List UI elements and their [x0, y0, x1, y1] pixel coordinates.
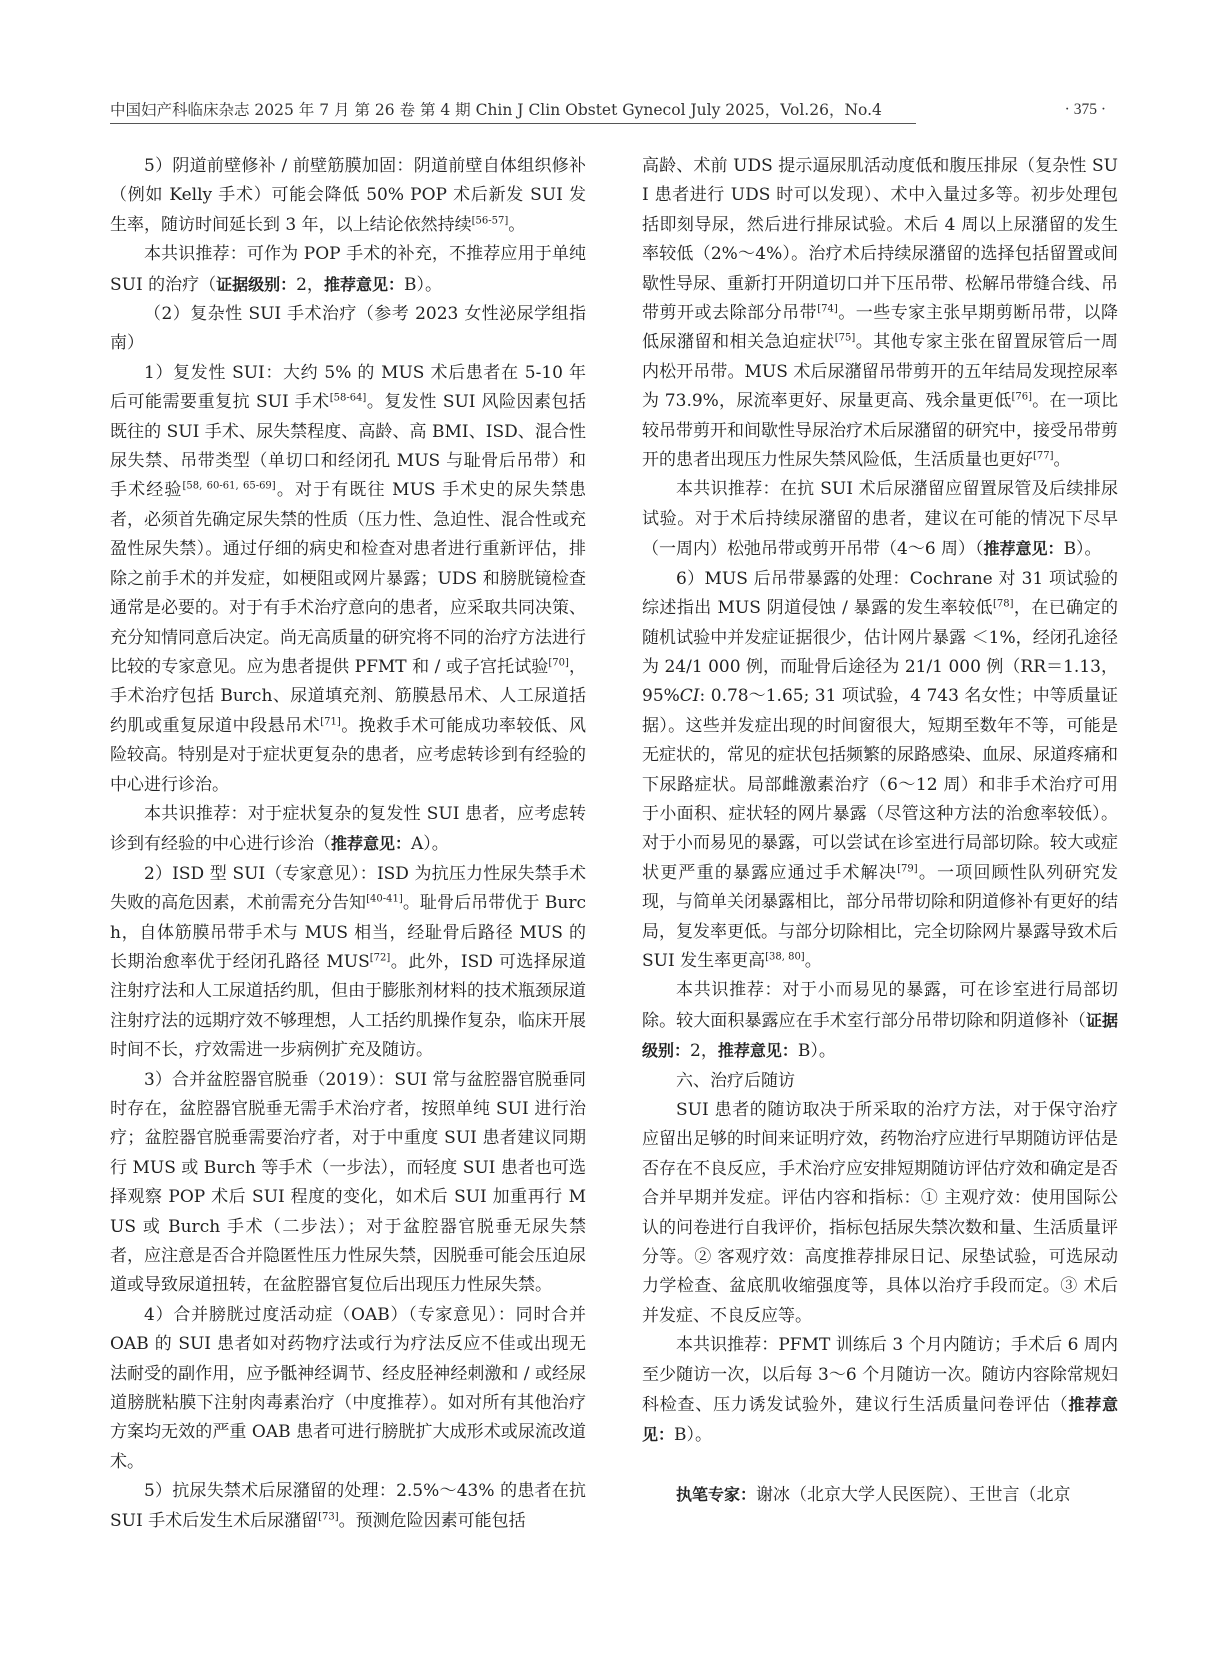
italic-ci: CI	[679, 686, 700, 707]
recommendation-recurrent-sui: 本共识推荐：对于症状复杂的复发性 SUI 患者，应考虑转诊到有经验的中心进行诊治（推荐意见：A）。	[110, 803, 586, 855]
right-column	[642, 152, 1118, 1510]
citation: [58, 60-61, 65-69]	[182, 480, 276, 492]
citation: [74]	[817, 303, 838, 315]
header-rule	[110, 123, 916, 124]
citation: [79]	[897, 863, 918, 875]
section-heading-complex-sui: （2）复杂性 SUI 手术治疗（参考 2023 女性泌尿学组指南）	[110, 304, 586, 354]
left-column	[110, 152, 586, 1536]
paragraph-pop: 3）合并盆腔器官脱垂（2019）：SUI 常与盆腔器官脱垂同时存在，盆腔器官脱垂无需手术治疗者，按照单纯 SUI 进行治疗；盆腔器官脱垂需要治疗者，对于中重度 SUI 患者建议同期行 MUS 或 Burch 等手术（一步法），而轻度 SUI 患者也可选择观察 POP 术后 SUI 程度的变化，如术后 SUI 加重再行 MUS 或 Burch 手术（二步法）；对于盆腔器官脱垂无尿失禁者，应注意是否合并隐匿性压力性尿失禁，因脱垂可能会压迫尿道或导致尿道扭转，在盆腔器官复位后出现压力性尿失禁。	[110, 1069, 586, 1296]
paragraph-recurrent-sui: 1）复发性 SUI：大约 5% 的 MUS 术后患者在 5-10 年后可能需要重复抗 SUI 手术[58-64]。复发性 SUI 风险因素包括既往的 SUI 手术、尿失禁程度、高龄、高 BMI、ISD、混合性尿失禁、吊带类型（单切口和经闭孔 MUS 与耻骨后吊带）和手术经验[58, 60-61, 65-69]。对于有既往 MUS 手术史的尿失禁患者，必须首先确定尿失禁的性质（压力性、急迫性、混合性或充盈性尿失禁）。通过仔细的病史和检查对患者进行重新评估，排除之前手术的并发症，如梗阻或网片暴露；UDS 和膀胱镜检查通常是必要的。对于有手术治疗意向的患者，应采取共同决策、充分知情同意后决定。尚无高质量的研究将不同的治疗方法进行比较的专家意见。应为患者提供 PFMT 和 / 或子宫托试验[70]，手术治疗包括 Burch、尿道填充剂、筋膜悬吊术、人工尿道括约肌或重复尿道中段悬吊术[71]。挽救手术可能成功率较低、风险较高。特别是对于症状更复杂的患者，应考虑转诊到有经验的中心进行诊治。	[110, 362, 587, 795]
citation: [71]	[320, 716, 341, 728]
journal-info: 中国妇产科临床杂志 2025 年 7 月 第 26 卷 第 4 期 Chin J Clin Obstet Gynecol July 2025，Vol.26，No.4	[110, 101, 882, 119]
paragraph-oab: 4）合并膀胱过度活动症（OAB）（专家意见）：同时合并 OAB 的 SUI 患者如对药物疗法或行为疗法反应不佳或出现无法耐受的副作用，应予骶神经调节、经皮胫神经刺激和 / 或经尿道膀胱粘膜下注射肉毒素治疗（中度推荐）。如对所有其他治疗方案均无效的严重 OAB 患者可进行膀胱扩大成形术或尿流改道术。	[110, 1304, 586, 1472]
paragraph-retention-continued: 高龄、术前 UDS 提示逼尿肌活动度低和腹压排尿（复杂性 SUI 患者进行 UDS 时可以发现）、术中入量过多等。初步处理包括即刻导尿，然后进行排尿试验。术后 4 周以上尿潴留的发生率较低（2%～4%）。治疗术后持续尿潴留的选择包括留置或间歇性导尿、重新打开阴道切口并下压吊带、松解吊带缝合线、吊带剪开或去除部分吊带[74]。一些专家主张早期剪断吊带，以降低尿潴留和相关急迫症状[75]。其他专家主张在留置尿管后一周内松开吊带。MUS 术后尿潴留吊带剪开的五年结局发现控尿率为 73.9%，尿流率更好、尿量更高、残余量更低[76]。在一项比较吊带剪开和间歇性导尿治疗术后尿潴留的研究中，接受吊带剪开的患者出现压力性尿失禁风险低，生活质量也更好[77]。	[642, 156, 1119, 471]
citation: [40-41]	[366, 893, 403, 905]
recommendation-follow-up: 本共识推荐：PFMT 训练后 3 个月内随访；手术后 6 周内至少随访一次，以后每 3～6 个月随访一次。随访内容除常规妇科检查、压力诱发试验外，建议行生活质量问卷评估（推荐意见：B）。	[642, 1335, 1118, 1446]
recommendation-anterior-repair: 本共识推荐：可作为 POP 手术的补充，不推荐应用于单纯 SUI 的治疗（证据级别：2，推荐意见：B）。	[110, 244, 586, 295]
citation: [77]	[1033, 450, 1054, 462]
paragraph-urinary-retention: 5）抗尿失禁术后尿潴留的处理：2.5%～43% 的患者在抗 SUI 手术后发生术后尿潴留[73]。预测危险因素可能包括	[110, 1481, 586, 1531]
section-heading-follow-up: 六、治疗后随访	[676, 1070, 795, 1091]
bold-label: 推荐意见：	[717, 1041, 798, 1061]
authors-line: 执笔专家：谢冰（北京大学人民医院）、王世言（北京	[676, 1484, 1071, 1505]
recommendation-retention: 本共识推荐：在抗 SUI 术后尿潴留应留置尿管及后续排尿试验。对于术后持续尿潴留的患者，建议在可能的情况下尽早（一周内）松弛吊带或剪开吊带（4～6 周）（推荐意见：B）。	[642, 479, 1118, 560]
citation: [56-57]	[471, 215, 509, 227]
citation: [72]	[369, 952, 391, 964]
bold-label: 推荐意见：	[331, 834, 412, 854]
paragraph-isd-sui: 2）ISD 型 SUI（专家意见）：ISD 为抗压力性尿失禁手术失败的高危因素，术前需充分告知[40-41]。耻骨后吊带优于 Burch，自体筋膜吊带手术与 MUS 相当，经耻骨后路径 MUS 的长期治愈率优于经闭孔路径 MUS[72]。此外，ISD 可选择尿道注射疗法和人工尿道括约肌，但由于膨胀剂材料的技术瓶颈尿道注射疗法的远期疗效不够理想，人工括约肌操作复杂，临床开展时间不长，疗效需进一步病例扩充及随访。	[110, 863, 587, 1061]
authors-label: 执笔专家：	[676, 1484, 757, 1504]
recommendation-mesh-exposure: 本共识推荐：对于小而易见的暴露，可在诊室进行局部切除。较大面积暴露应在手术室行部分吊带切除和阴道修补（证据级别：2，推荐意见：B）。	[642, 980, 1118, 1062]
citation: [58-64]	[329, 392, 367, 404]
citation: [70]	[548, 657, 569, 669]
paragraph-mesh-exposure: 6）MUS 后吊带暴露的处理：Cochrane 对 31 项试验的综述指出 MUS 阴道侵蚀 / 暴露的发生率较低[78]，在已确定的随机试验中并发症证据很少，估计网片暴露 ＜1%，经闭孔途径为 24/1 000 例，而耻骨后途径为 21/1 000 例（RR＝1.13，95%CI: 0.78～1.65; 31 项试验，4 743 名女性；中等质量证据）。这些并发症出现的时间窗很大，短期至数年不等，可能是无症状的，常见的症状包括频繁的尿路感染、血尿、尿道疼痛和下尿路症状。局部雌激素治疗（6～12 周）和非手术治疗可用于小面积、症状轻的网片暴露（尽管这种方法的治愈率较低）。对于小而易见的暴露，可以尝试在诊室进行局部切除。较大或症状更严重的暴露应通过手术解决[79]。一项回顾性队列研究发现，与简单关闭暴露相比，部分吊带切除和阴道修补有更好的结局，复发率更低。与部分切除相比，完全切除网片暴露导致术后 SUI 发生率更高[38, 80]。	[642, 568, 1118, 971]
running-header	[110, 98, 1106, 122]
citation: [73]	[318, 1511, 339, 1523]
bold-label: 推荐意见：	[323, 274, 404, 294]
bold-label: 证据级别：	[642, 1010, 1118, 1061]
citation: [38, 80]	[765, 951, 805, 963]
citation: [76]	[1011, 391, 1032, 403]
paragraph-follow-up: SUI 患者的随访取决于所采取的治疗方法，对于保守治疗应留出足够的时间来证明疗效，药物治疗应进行早期随访评估是否存在不良反应，手术治疗应安排短期随访评估疗效和确定是否合并早期并发症。评估内容和指标：① 主观疗效：使用国际公认的问卷进行自我评价，指标包括尿失禁次数和量、生活质量评分等。② 客观疗效：高度推荐排尿日记、尿垫试验，可选尿动力学检查、盆底肌收缩强度等，具体以治疗手段而定。③ 术后并发症、不良反应等。	[642, 1100, 1118, 1326]
paragraph-anterior-repair: 5）阴道前壁修补 / 前壁筋膜加固：阴道前壁自体组织修补（例如 Kelly 手术）可能会降低 50% POP 术后新发 SUI 发生率，随访时间延长到 3 年，以上结论依然持续[56-57]。	[110, 156, 586, 235]
page-number: · 375 ·	[1064, 101, 1106, 118]
citation: [75]	[834, 332, 856, 344]
bold-label: 推荐意见：	[642, 1395, 1118, 1445]
bold-label: 证据级别：	[216, 274, 297, 294]
citation: [78]	[992, 598, 1014, 610]
bold-label: 推荐意见：	[983, 539, 1064, 559]
